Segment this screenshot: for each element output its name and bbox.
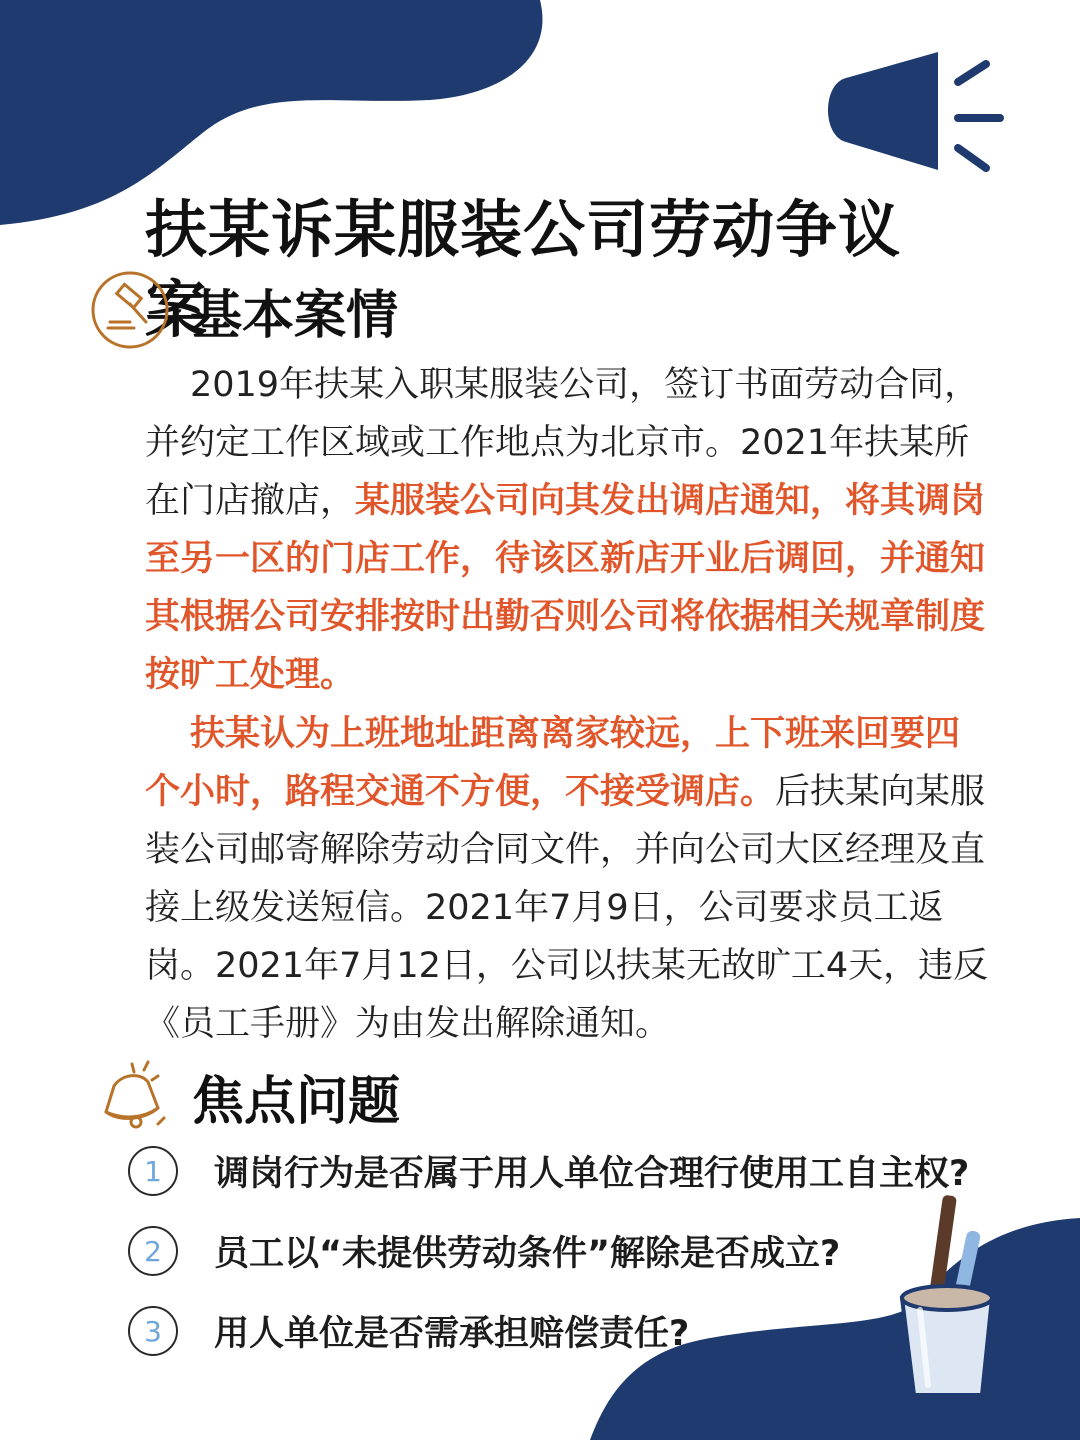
section-focus-heading [92,1056,400,1136]
focus-item-3 [128,1306,689,1356]
page-title: 扶某诉某服装公司劳动争议案 [145,193,902,346]
bell-icon [92,1056,172,1136]
paragraph-2-highlight: 扶某认为上班地址距离离家较远，上下班来回要四个小时，路程交通不方便，不接受调店。 [145,714,961,812]
section-basic-title: 基本案情 [190,285,399,346]
paragraph-1-highlight: 某服装公司向其发出调店通知，将其调岗至另一区的门店工作，待该区新店开业后调回，并通知其根据公司安排按时出勤否则公司将依据相关规章制度按旷工处理。 [145,481,986,695]
pen-cup-icon [890,1190,1010,1405]
megaphone-icon [826,50,1016,180]
focus-item-1 [128,1146,969,1196]
case-paragraph-1 [145,356,990,704]
focus-item-text: 调岗行为是否属于用人单位合理行使用工自主权? [214,1154,970,1194]
paragraph-1-text: 2019年扶某入职某服装公司，签订书面劳动合同，并约定工作区域或工作地点为北京市。2021年扶某所在门店撤店， [145,365,980,521]
number-badge: 2 [128,1226,178,1276]
paragraph-2-text: 后扶某向某服装公司邮寄解除劳动合同文件，并向公司大区经理及直接上级发送短信。2021年7月9日，公司要求员工返岗。2021年7月12日，公司以扶某无故旷工4天，违反《员工手册》为由发出解除通知。 [145,772,989,1044]
focus-item-text: 用人单位是否需承担赔偿责任? [214,1314,690,1354]
case-paragraph-2 [145,705,990,1053]
number-badge: 1 [128,1146,178,1196]
section-basic-heading [90,270,398,350]
section-focus-title: 焦点问题 [192,1071,401,1132]
number-badge: 3 [128,1306,178,1356]
gavel-icon [90,270,170,350]
focus-item-text: 员工以“未提供劳动条件”解除是否成立? [214,1234,841,1274]
focus-item-2 [128,1226,840,1276]
